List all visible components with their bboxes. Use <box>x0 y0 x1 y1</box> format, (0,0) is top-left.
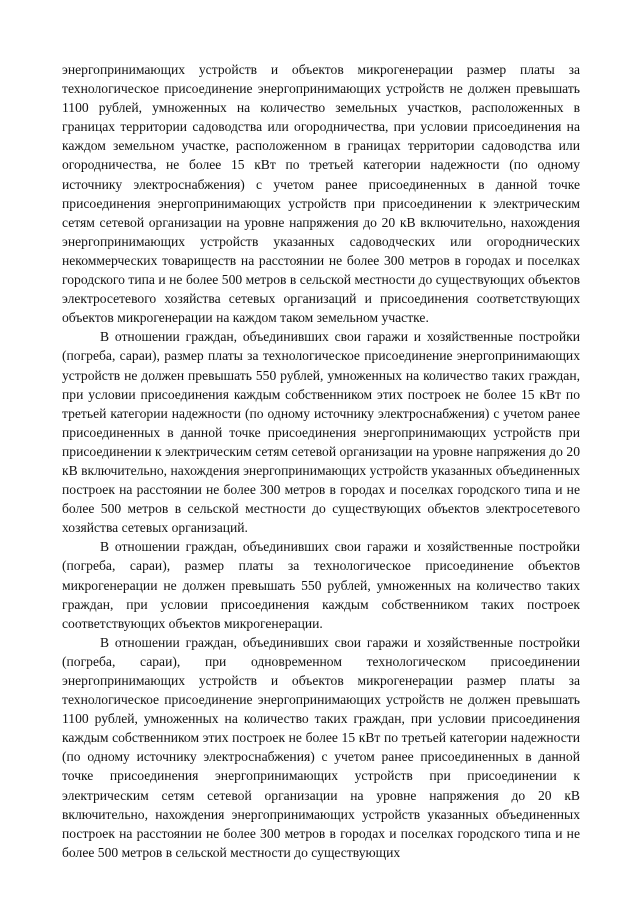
paragraph-4: В отношении граждан, объединивших свои гаражи и хозяйственные постройки (погреба, сараи), при одновременном технологическом присоединении энергопринимающих устройств и объектов микрогенерации размер платы за технологическое присоединение энергопринимающих устройств не должен превышать 1100 рублей, умноженных на количество таких граждан, при условии присоединения каждым собственником этих построек не более 15 кВт по третьей категории надежности (по одному источнику электроснабжения) с учетом ранее присоединенных в данной точке присоединения энергопринимающих устройств при присоединении к электрическим сетям сетевой организации на уровне напряжения до 20 кВ включительно, нахождения энергопринимающих устройств указанных объединенных построек на расстоянии не более 300 метров в городах и поселках городского типа и не более 500 метров в сельской местности до существующих <box>62 634 580 860</box>
paragraph-2: В отношении граждан, объединивших свои гаражи и хозяйственные постройки (погреба, сараи), размер платы за технологическое присоединение энергопринимающих устройств не должен превышать 550 рублей, умноженных на количество таких граждан, при условии присоединения каждым собственником этих построек не более 15 кВт по третьей категории надежности (по одному источнику электроснабжения) с учетом ранее присоединенных в данной точке присоединения энергопринимающих устройств при присоединении к электрическим сетям сетевой организации на уровне напряжения до 20 кВ включительно, нахождения энергопринимающих устройств указанных объединенных построек на расстоянии не более 300 метров в городах и поселках городского типа и не более 500 метров в сельской местности до существующих объектов электросетевого хозяйства сетевых организаций. <box>62 329 580 536</box>
document-page <box>62 60 580 862</box>
paragraph-1: энергопринимающих устройств и объектов микрогенерации размер платы за технологическое присоединение энергопринимающих устройств не должен превышать 1100 рублей, умноженных на количество земельных участков, расположенных в границах территории садоводства или огородничества, при условии присоединения на каждом земельном участке, расположенном в границах территории садоводства или огородничества, не более 15 кВт по третьей категории надежности (по одному источнику электроснабжения) с учетом ранее присоединенных в данной точке присоединения энергопринимающих устройств при присоединении к электрическим сетям сетевой организации на уровне напряжения до 20 кВ включительно, нахождения энергопринимающих устройств указанных садоводческих или огороднических некоммерческих товариществ на расстоянии не более 300 метров в городах и поселках городского типа и не более 500 метров в сельской местности до существующих объектов электросетевого хозяйства сетевых организаций и присоединения соответствующих объектов микрогенерации на каждом таком земельном участке. <box>62 62 580 326</box>
paragraph-3: В отношении граждан, объединивших свои гаражи и хозяйственные постройки (погреба, сараи), размер платы за технологическое присоединение объектов микрогенерации не должен превышать 550 рублей, умноженных на количество таких граждан, при условии присоединения каждым собственником таких построек соответствующих объектов микрогенерации. <box>62 539 580 631</box>
